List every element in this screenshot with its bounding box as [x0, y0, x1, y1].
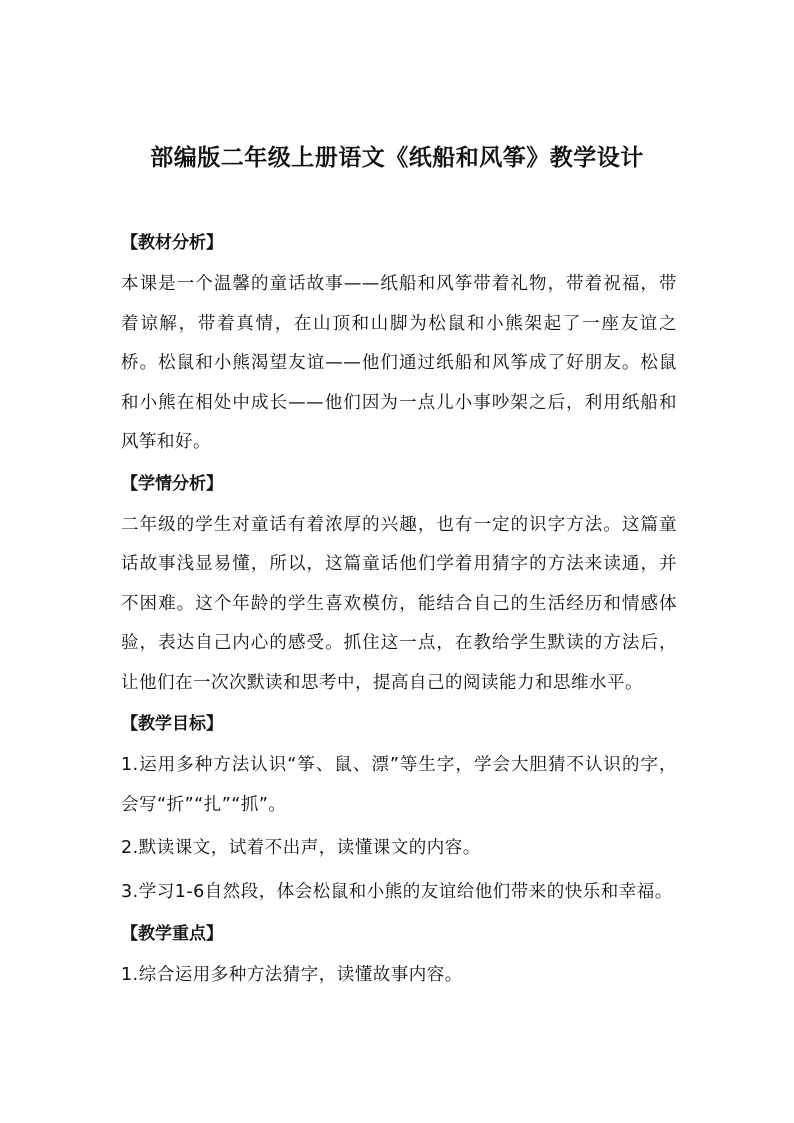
- section-material-analysis: [121, 225, 677, 463]
- section-paragraph: 二年级的学生对童话有着浓厚的兴趣，也有一定的识字方法。这篇童话故事浅显易懂，所以，这篇童话他们学着用猜字的方法来读通，并不困难。这个年龄的学生喜欢模仿，能结合自己的生活经历和情感体验，表达自己内心的感受。抓住这一点，在教给学生默读的方法后，让他们在一次次默读和思考中，提高自己的阅读能力和思维水平。: [121, 514, 677, 693]
- section-paragraph: 本课是一个温馨的童话故事——纸船和风筝带着礼物，带着祝福，带着谅解，带着真情，在山顶和山脚为松鼠和小熊架起了一座友谊之桥。松鼠和小熊渴望友谊——他们通过纸船和风筝成了好朋友。松鼠和小熊在相处中成长——他们因为一点儿小事吵架之后，利用纸船和风筝和好。: [121, 274, 677, 452]
- list-item: 2.默读课文，试着不出声，读懂课文的内容。: [121, 838, 481, 858]
- list-item: 3.学习1-6自然段，体会松鼠和小熊的友谊给他们带来的快乐和幸福。: [121, 881, 673, 902]
- section-heading: 【教学重点】: [121, 924, 223, 944]
- list-item: 1.运用多种方法认识“筝、鼠、漂”等生字，学会大胆猜不认识的字，会写“折”“扎”“抓”。: [121, 755, 677, 815]
- page-title: 部编版二年级上册语文《纸船和风筝》教学设计: [150, 144, 644, 171]
- document-body: [121, 225, 677, 1000]
- section-teaching-key-points: [121, 916, 677, 996]
- list-item: 1.综合运用多种方法猜字，读懂故事内容。: [121, 965, 463, 985]
- section-heading: 【教学目标】: [121, 714, 223, 734]
- section-heading: 【教材分析】: [121, 233, 223, 253]
- section-heading: 【学情分析】: [121, 473, 223, 494]
- section-student-analysis: [121, 466, 677, 704]
- section-teaching-goals: [121, 706, 677, 912]
